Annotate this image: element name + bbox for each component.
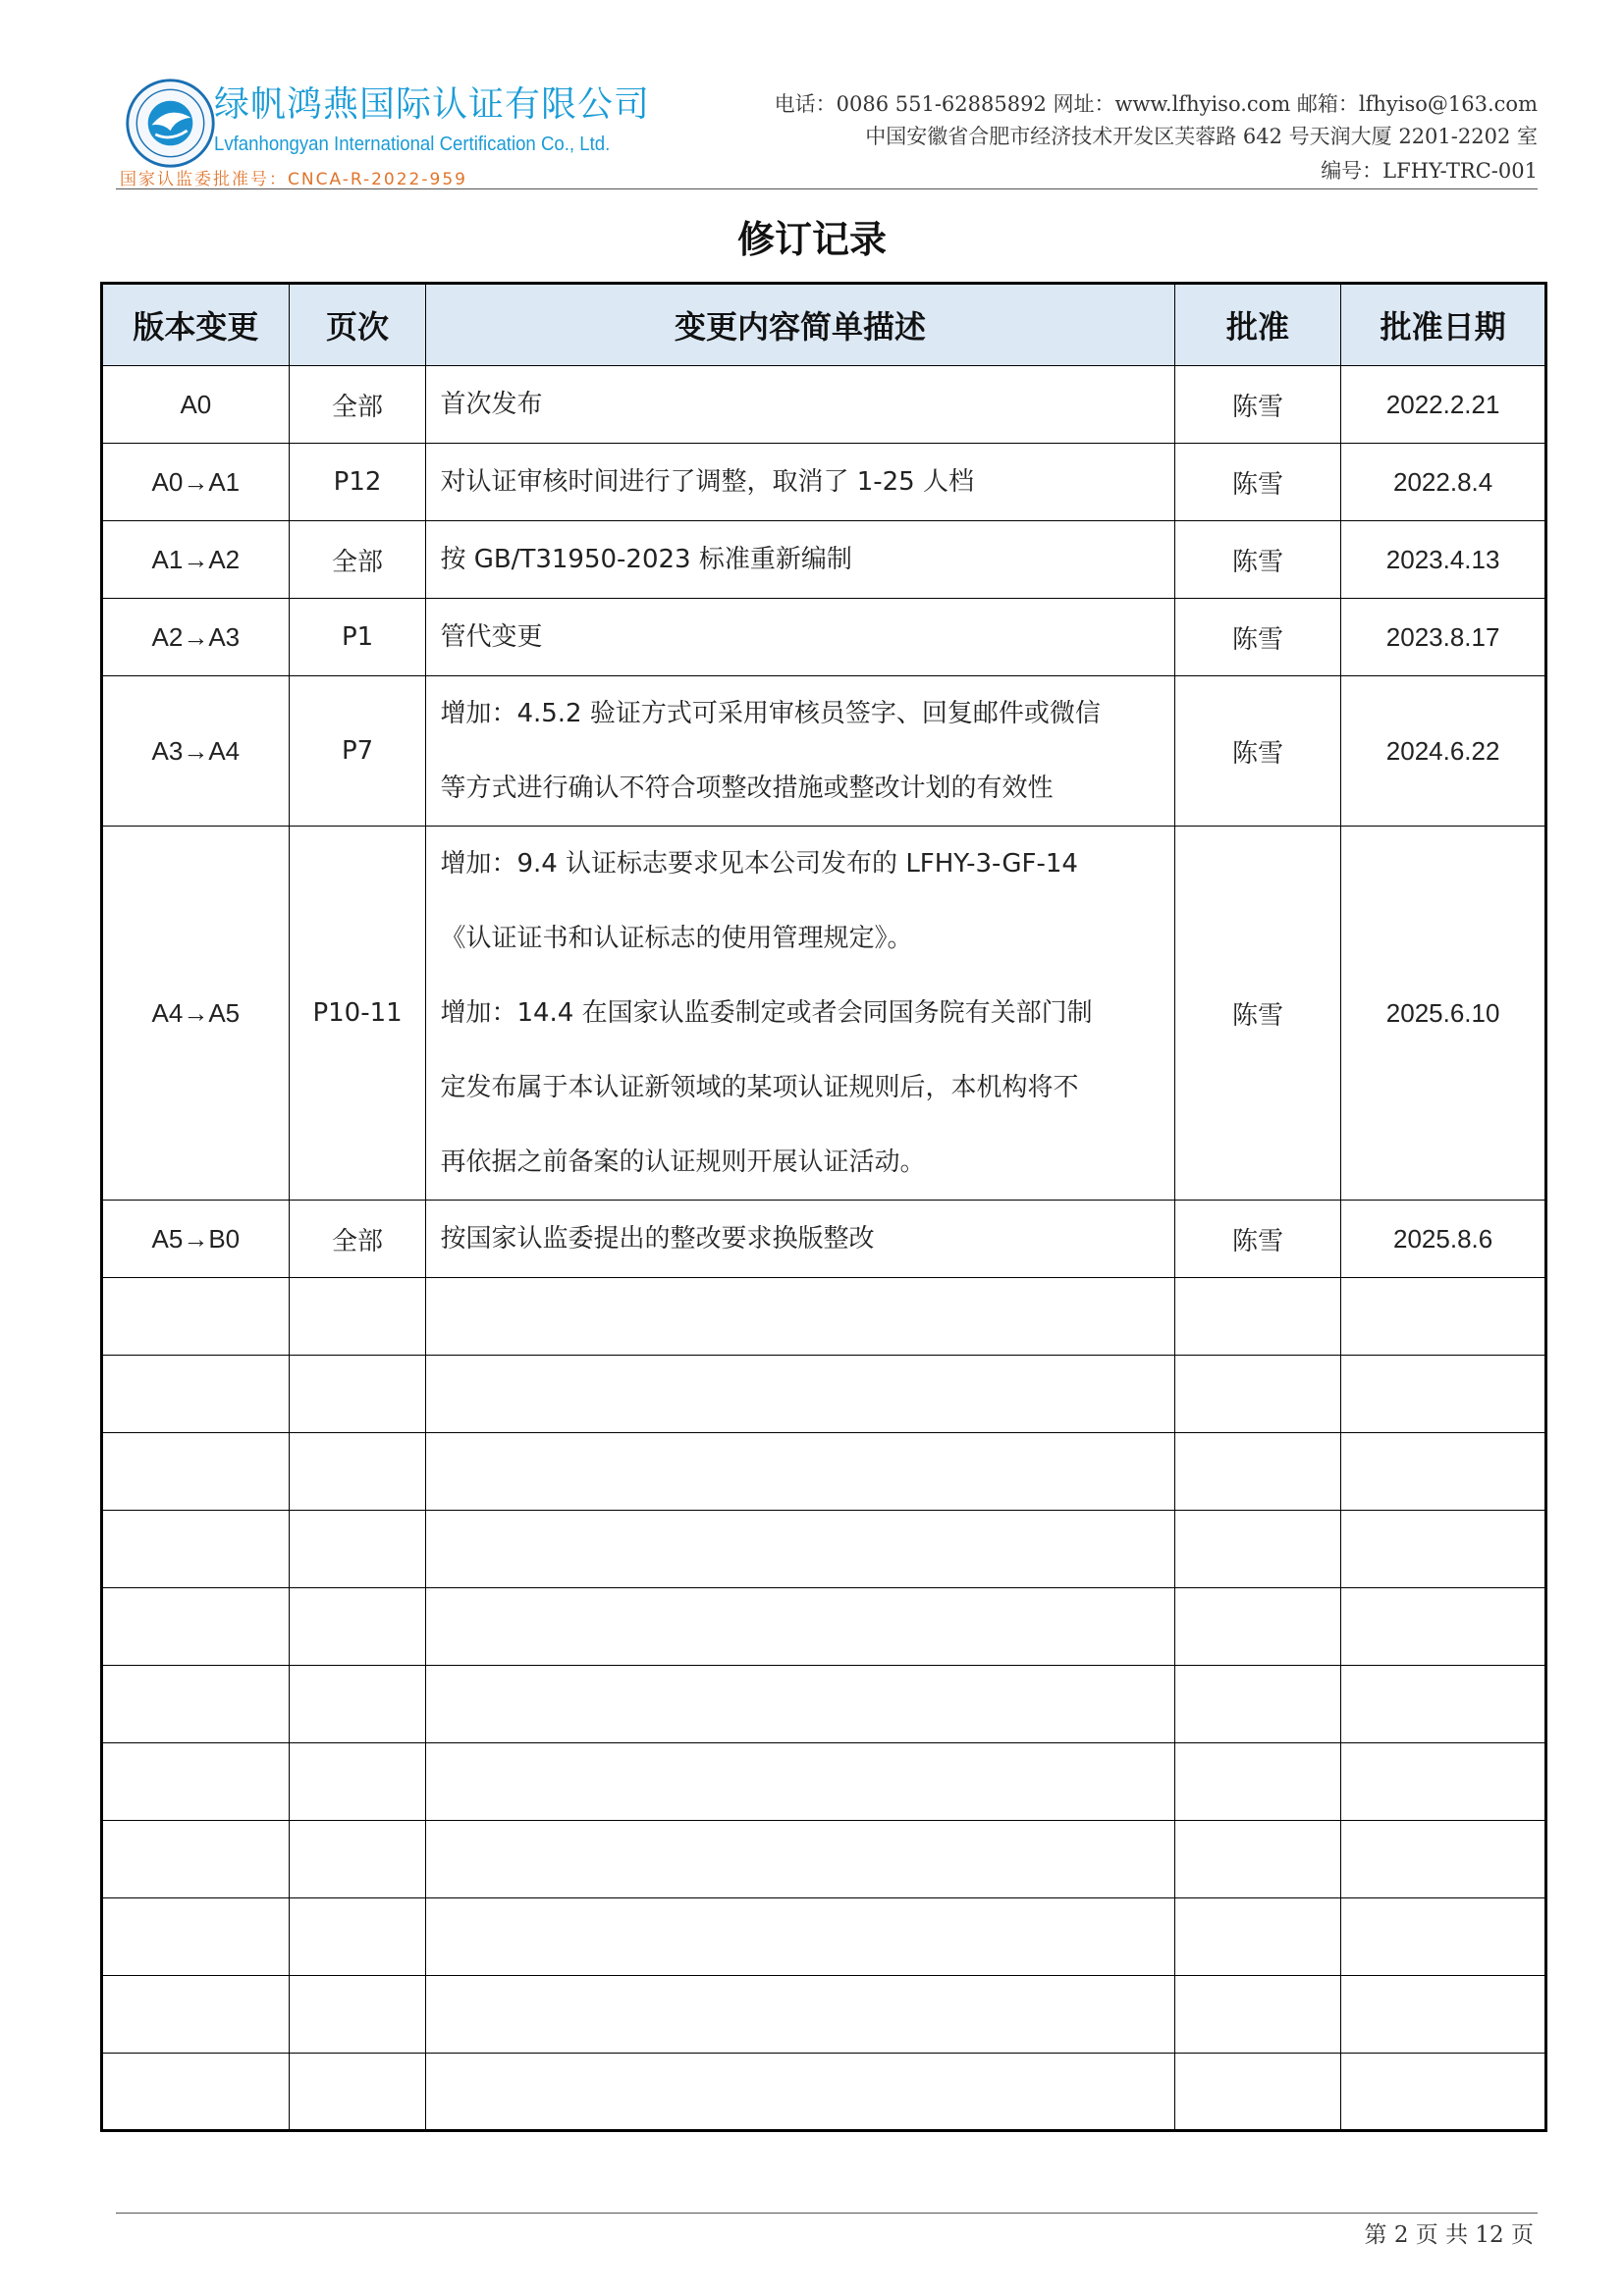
- empty-cell: [102, 1821, 290, 1898]
- date-cell: 2024.6.22: [1341, 676, 1546, 827]
- empty-cell: [102, 1511, 290, 1588]
- description-line: 按 GB/T31950-2023 标准重新编制: [440, 545, 852, 574]
- empty-table-row: [102, 1666, 1546, 1743]
- empty-cell: [426, 1898, 1174, 1976]
- approver-cell: 陈雪: [1174, 676, 1341, 827]
- table-row: [102, 599, 1546, 676]
- description-cell: [426, 366, 1174, 444]
- empty-cell: [1174, 1433, 1341, 1511]
- empty-cell: [426, 1666, 1174, 1743]
- empty-cell: [102, 1898, 290, 1976]
- empty-cell: [1341, 1511, 1546, 1588]
- empty-table-row: [102, 1898, 1546, 1976]
- company-name-en: Lvfanhongyan International Certification Co., Ltd.: [214, 133, 611, 155]
- revision-table: [100, 282, 1547, 2132]
- document-number: 编号：LFHY-TRC-001: [1321, 159, 1538, 183]
- pages-cell: 全部: [289, 1201, 426, 1278]
- empty-cell: [289, 1743, 426, 1821]
- date-cell: 2022.8.4: [1341, 444, 1546, 521]
- page-number: 第 2 页 共 12 页: [1364, 2222, 1534, 2248]
- empty-cell: [426, 1976, 1174, 2054]
- description-line: 再依据之前备案的认证规则开展认证活动。: [440, 1148, 926, 1177]
- company-address: 中国安徽省合肥市经济技术开发区芙蓉路 642 号天润大厦 2201-2202 室: [865, 125, 1538, 148]
- footer-divider: [116, 2213, 1538, 2214]
- empty-cell: [1174, 1821, 1341, 1898]
- empty-table-row: [102, 1433, 1546, 1511]
- page-title: 修订记录: [736, 218, 887, 261]
- column-header-approver: 批准: [1174, 284, 1341, 366]
- description-cell: [426, 521, 1174, 599]
- version-cell: A3→A4: [102, 676, 290, 827]
- empty-table-row: [102, 2054, 1546, 2131]
- empty-cell: [102, 2054, 290, 2131]
- description-line: 增加：9.4 认证标志要求见本公司发布的 LFHY-3-GF-14: [440, 849, 1078, 879]
- empty-table-row: [102, 1278, 1546, 1356]
- empty-cell: [426, 1356, 1174, 1433]
- empty-cell: [426, 1743, 1174, 1821]
- empty-cell: [1341, 1433, 1546, 1511]
- empty-cell: [289, 2054, 426, 2131]
- version-cell: A0→A1: [102, 444, 290, 521]
- empty-cell: [1174, 2054, 1341, 2131]
- pages-cell: P1: [289, 599, 426, 676]
- empty-cell: [289, 1433, 426, 1511]
- column-header-description: 变更内容简单描述: [426, 284, 1174, 366]
- empty-cell: [102, 1433, 290, 1511]
- description-cell: [426, 444, 1174, 521]
- empty-cell: [289, 1666, 426, 1743]
- version-cell: A1→A2: [102, 521, 290, 599]
- contact-info: 电话：0086 551-62885892 网址：www.lfhyiso.com 邮箱：lfhyiso@163.com: [774, 92, 1538, 116]
- document-header: [116, 71, 1538, 188]
- empty-cell: [1341, 1898, 1546, 1976]
- pages-cell: 全部: [289, 521, 426, 599]
- description-cell: [426, 827, 1174, 1201]
- empty-cell: [1341, 1821, 1546, 1898]
- empty-table-row: [102, 1511, 1546, 1588]
- empty-cell: [289, 1976, 426, 2054]
- approver-cell: 陈雪: [1174, 827, 1341, 1201]
- empty-cell: [102, 1743, 290, 1821]
- empty-cell: [426, 1511, 1174, 1588]
- empty-cell: [1341, 1976, 1546, 2054]
- date-cell: 2022.2.21: [1341, 366, 1546, 444]
- company-logo-icon: [124, 77, 217, 170]
- description-line: 首次发布: [440, 390, 543, 419]
- date-cell: 2023.4.13: [1341, 521, 1546, 599]
- table-header-row: [102, 284, 1546, 366]
- approver-cell: 陈雪: [1174, 521, 1341, 599]
- empty-cell: [289, 1278, 426, 1356]
- empty-cell: [1341, 1356, 1546, 1433]
- empty-cell: [1174, 1278, 1341, 1356]
- empty-cell: [1174, 1898, 1341, 1976]
- empty-cell: [426, 1821, 1174, 1898]
- empty-cell: [289, 1511, 426, 1588]
- description-cell: [426, 599, 1174, 676]
- empty-cell: [102, 1356, 290, 1433]
- column-header-pages: 页次: [289, 284, 426, 366]
- date-cell: 2023.8.17: [1341, 599, 1546, 676]
- empty-cell: [289, 1588, 426, 1666]
- empty-cell: [289, 1898, 426, 1976]
- description-line: 《认证证书和认证标志的使用管理规定》。: [440, 924, 913, 953]
- column-header-date: 批准日期: [1341, 284, 1546, 366]
- approval-number: 国家认监委批准号：CNCA-R-2022-959: [120, 170, 467, 189]
- empty-cell: [1341, 1743, 1546, 1821]
- empty-cell: [1341, 2054, 1546, 2131]
- empty-table-row: [102, 1588, 1546, 1666]
- empty-cell: [1174, 1588, 1341, 1666]
- empty-cell: [426, 2054, 1174, 2131]
- empty-cell: [1174, 1976, 1341, 2054]
- date-cell: 2025.6.10: [1341, 827, 1546, 1201]
- empty-cell: [102, 1588, 290, 1666]
- empty-cell: [289, 1821, 426, 1898]
- description-line: 等方式进行确认不符合项整改措施或整改计划的有效性: [440, 774, 1054, 803]
- description-line: 管代变更: [440, 622, 543, 652]
- table-row: [102, 676, 1546, 827]
- empty-table-row: [102, 1821, 1546, 1898]
- column-header-version: 版本变更: [102, 284, 290, 366]
- empty-table-row: [102, 1356, 1546, 1433]
- empty-cell: [426, 1433, 1174, 1511]
- approver-cell: 陈雪: [1174, 599, 1341, 676]
- version-cell: A2→A3: [102, 599, 290, 676]
- empty-cell: [1174, 1356, 1341, 1433]
- company-name-cn: 绿帆鸿燕国际认证有限公司: [214, 84, 651, 125]
- empty-cell: [102, 1666, 290, 1743]
- empty-table-row: [102, 1976, 1546, 2054]
- description-line: 增加：14.4 在国家认监委制定或者会同国务院有关部门制: [440, 998, 1093, 1028]
- table-row: [102, 521, 1546, 599]
- description-line: 按国家认监委提出的整改要求换版整改: [440, 1224, 875, 1254]
- table-row: [102, 1201, 1546, 1278]
- empty-cell: [102, 1976, 290, 2054]
- pages-cell: 全部: [289, 366, 426, 444]
- table-row: [102, 366, 1546, 444]
- empty-cell: [1174, 1743, 1341, 1821]
- pages-cell: P10-11: [289, 827, 426, 1201]
- empty-cell: [1341, 1666, 1546, 1743]
- empty-cell: [1174, 1511, 1341, 1588]
- pages-cell: P12: [289, 444, 426, 521]
- approver-cell: 陈雪: [1174, 444, 1341, 521]
- table-row: [102, 827, 1546, 1201]
- date-cell: 2025.8.6: [1341, 1201, 1546, 1278]
- approver-cell: 陈雪: [1174, 1201, 1341, 1278]
- pages-cell: P7: [289, 676, 426, 827]
- header-divider: [116, 188, 1538, 189]
- description-cell: [426, 1201, 1174, 1278]
- description-line: 对认证审核时间进行了调整，取消了 1-25 人档: [440, 467, 974, 497]
- empty-cell: [1341, 1588, 1546, 1666]
- empty-table-row: [102, 1743, 1546, 1821]
- version-cell: A5→B0: [102, 1201, 290, 1278]
- description-cell: [426, 676, 1174, 827]
- version-cell: A0: [102, 366, 290, 444]
- table-body: [102, 366, 1546, 2131]
- empty-cell: [102, 1278, 290, 1356]
- empty-cell: [289, 1356, 426, 1433]
- empty-cell: [426, 1278, 1174, 1356]
- empty-cell: [1174, 1666, 1341, 1743]
- empty-cell: [426, 1588, 1174, 1666]
- table-row: [102, 444, 1546, 521]
- description-line: 定发布属于本认证新领域的某项认证规则后，本机构将不: [440, 1073, 1079, 1102]
- approver-cell: 陈雪: [1174, 366, 1341, 444]
- description-line: 增加：4.5.2 验证方式可采用审核员签字、回复邮件或微信: [440, 699, 1101, 728]
- empty-cell: [1341, 1278, 1546, 1356]
- version-cell: A4→A5: [102, 827, 290, 1201]
